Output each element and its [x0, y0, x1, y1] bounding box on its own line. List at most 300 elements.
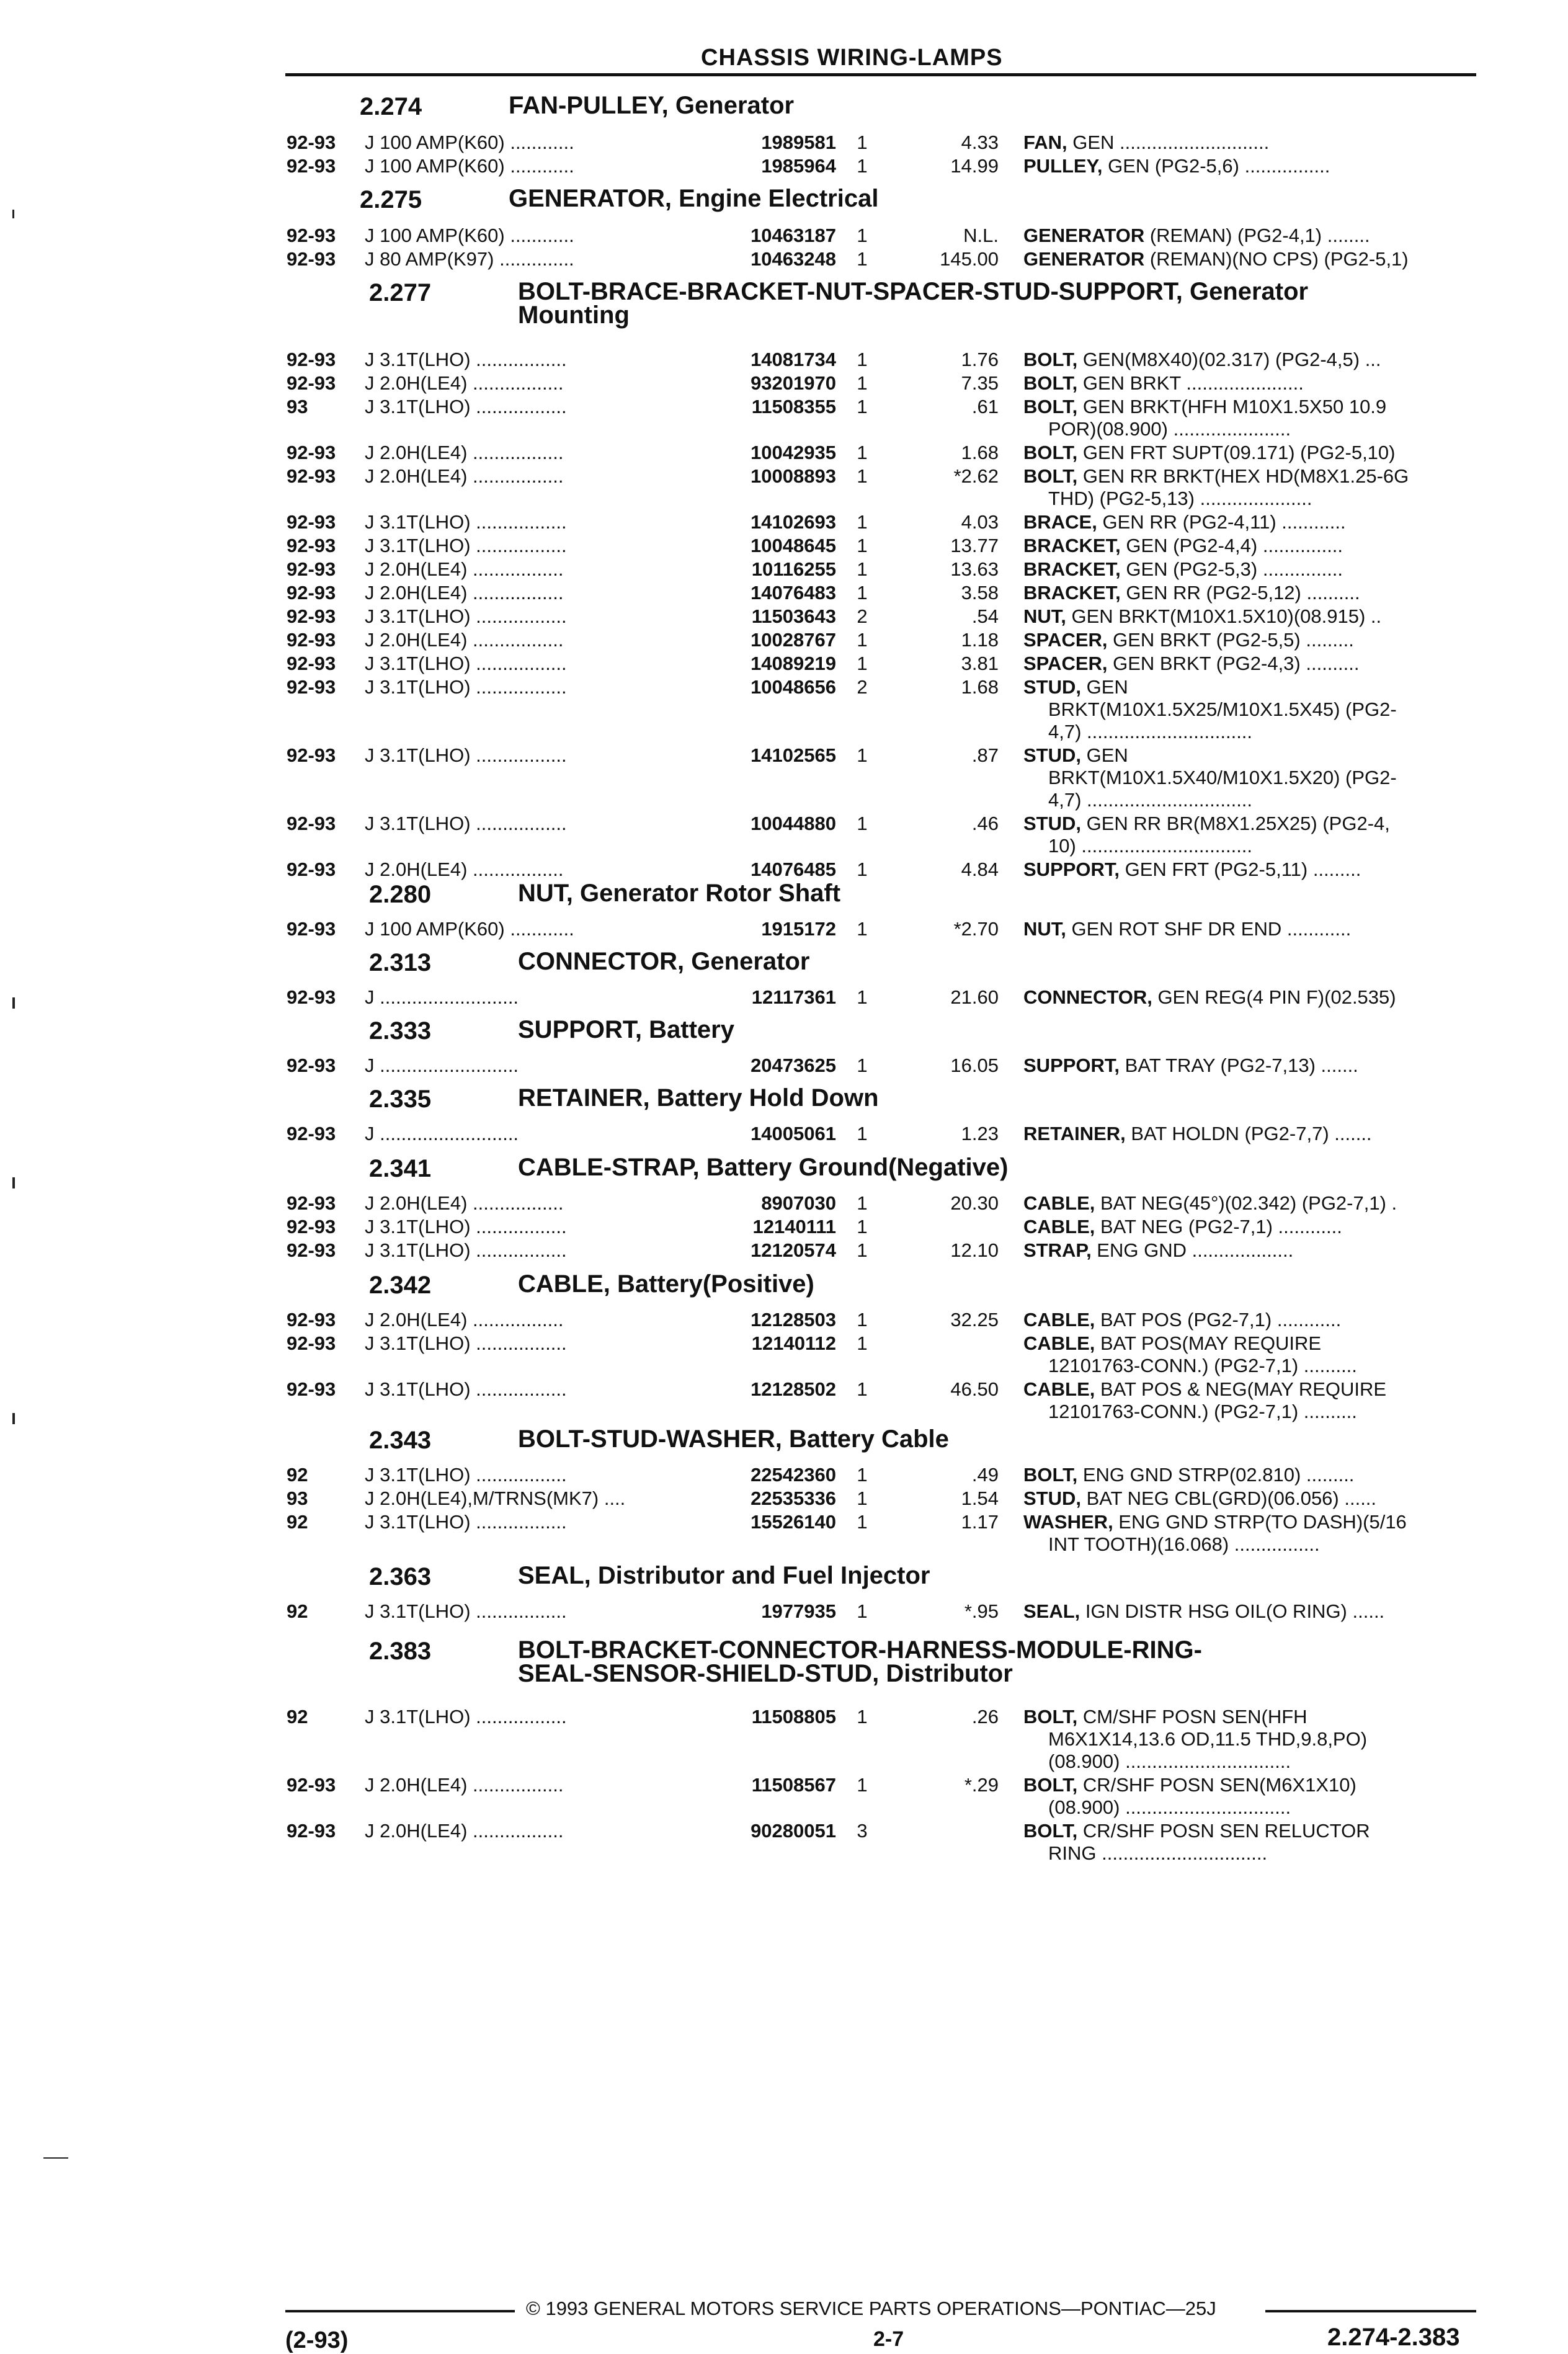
- description: [1023, 858, 1476, 881]
- part-number: 11508355: [751, 396, 836, 417]
- quantity: 1: [857, 813, 868, 834]
- section-number: 2.280: [369, 881, 432, 908]
- description-text: (REMAN)(NO CPS) (PG2-5,1): [1144, 248, 1409, 270]
- description-text: IGN DISTR HSG OIL(O RING) ......: [1080, 1600, 1385, 1622]
- description: [1023, 442, 1476, 464]
- description: [1023, 372, 1476, 395]
- description-text: GEN (PG2-5,6) ................: [1102, 155, 1330, 177]
- part-number: 12117361: [751, 986, 836, 1008]
- price: 20.30: [950, 1192, 999, 1214]
- quantity: 1: [857, 1309, 868, 1331]
- quantity: 1: [857, 511, 868, 533]
- quantity: 1: [857, 535, 868, 556]
- application: J 2.0H(LE4) .................: [365, 558, 564, 580]
- section-title: SEAL, Distributor and Fuel Injector: [518, 1562, 930, 1589]
- description: [1023, 1820, 1476, 1842]
- footer-revision: (2-93): [285, 2327, 349, 2353]
- model-year: 92-93: [287, 1820, 336, 1842]
- section-title: NUT, Generator Rotor Shaft: [518, 880, 841, 907]
- description: [1023, 1464, 1476, 1486]
- model-year: 92-93: [287, 858, 336, 880]
- quantity: 1: [857, 225, 868, 246]
- description-continued: INT TOOTH)(16.068) ................: [1048, 1533, 1320, 1555]
- model-year: 92-93: [287, 465, 336, 487]
- quantity: 1: [857, 349, 868, 370]
- description-noun: BOLT,: [1023, 396, 1078, 417]
- description-noun: FAN,: [1023, 132, 1067, 153]
- application: J 80 AMP(K97) ..............: [365, 248, 574, 270]
- application: J 3.1T(LHO) .................: [365, 653, 567, 674]
- description: [1023, 629, 1476, 651]
- description: [1023, 744, 1476, 767]
- application: J 2.0H(LE4),M/TRNS(MK7) ....: [365, 1487, 626, 1509]
- description: [1023, 1706, 1476, 1728]
- application: J 2.0H(LE4) .................: [365, 372, 564, 394]
- description-noun: SPACER,: [1023, 629, 1108, 651]
- description: [1023, 653, 1476, 675]
- description-noun: STUD,: [1023, 1487, 1081, 1509]
- description-continued: M6X1X14,13.6 OD,11.5 THD,9.8,PO): [1048, 1728, 1368, 1750]
- application: J 2.0H(LE4) .................: [365, 465, 564, 487]
- description-continued: 10) ................................: [1048, 835, 1253, 857]
- footer-section-range: 2.274-2.383: [1327, 2324, 1460, 2351]
- description: [1023, 986, 1476, 1009]
- section-title: CONNECTOR, Generator: [518, 948, 810, 975]
- part-number: 22535336: [751, 1487, 836, 1509]
- quantity: 1: [857, 372, 868, 394]
- model-year: 92-93: [287, 1309, 336, 1331]
- quantity: 1: [857, 465, 868, 487]
- model-year: 92: [287, 1464, 308, 1486]
- description-text: GEN(M8X40)(02.317) (PG2-4,5) ...: [1077, 349, 1381, 370]
- application: J 3.1T(LHO) .................: [365, 1239, 567, 1261]
- description: [1023, 1054, 1476, 1077]
- description-text: GEN BRKT (PG2-5,5) .........: [1107, 629, 1354, 651]
- application: J 100 AMP(K60) ............: [365, 155, 574, 177]
- description-text: CR/SHF POSN SEN RELUCTOR: [1077, 1820, 1370, 1842]
- description-noun: WASHER,: [1023, 1511, 1113, 1533]
- description-text: ENG GND STRP(02.810) .........: [1077, 1464, 1355, 1486]
- section-number: 2.275: [360, 186, 422, 213]
- application: J 100 AMP(K60) ............: [365, 132, 574, 153]
- price: N.L.: [963, 225, 999, 246]
- quantity: 1: [857, 396, 868, 417]
- description-noun: CABLE,: [1023, 1192, 1095, 1214]
- quantity: 1: [857, 1123, 868, 1144]
- description-text: GEN: [1081, 676, 1128, 698]
- quantity: 3: [857, 1820, 868, 1842]
- quantity: 1: [857, 1192, 868, 1214]
- section-title: BOLT-BRACE-BRACKET-NUT-SPACER-STUD-SUPPORT, Generator: [518, 278, 1309, 305]
- description-continued: 12101763-CONN.) (PG2-7,1) ..........: [1048, 1355, 1357, 1376]
- application: J 100 AMP(K60) ............: [365, 918, 574, 940]
- part-number: 12120574: [751, 1239, 836, 1261]
- quantity: 1: [857, 1332, 868, 1354]
- price: .87: [971, 744, 999, 766]
- part-number: 14102693: [751, 511, 836, 533]
- description-text: BAT HOLDN (PG2-7,7) .......: [1125, 1123, 1372, 1144]
- description-text: BAT POS & NEG(MAY REQUIRE: [1095, 1378, 1387, 1400]
- description-noun: BOLT,: [1023, 372, 1078, 394]
- part-number: 10008893: [751, 465, 836, 487]
- model-year: 92-93: [287, 676, 336, 698]
- part-number: 14076485: [751, 858, 836, 880]
- description-text: GEN (PG2-4,4) ...............: [1120, 535, 1343, 556]
- description-text: BAT POS(MAY REQUIRE: [1095, 1332, 1322, 1354]
- part-number: 12140112: [751, 1332, 836, 1354]
- description-continued: POR)(08.900) ......................: [1048, 418, 1291, 440]
- price: 13.77: [950, 535, 999, 556]
- price: 1.18: [961, 629, 999, 651]
- description-noun: CABLE,: [1023, 1378, 1095, 1400]
- description-noun: SPACER,: [1023, 653, 1108, 674]
- part-number: 14005061: [751, 1123, 836, 1144]
- description-text: ENG GND STRP(TO DASH)(5/16: [1113, 1511, 1407, 1533]
- quantity: 1: [857, 918, 868, 940]
- description-noun: BOLT,: [1023, 442, 1078, 463]
- section-number: 2.383: [369, 1638, 432, 1665]
- description: [1023, 248, 1476, 270]
- description-noun: BOLT,: [1023, 349, 1078, 370]
- application: J 3.1T(LHO) .................: [365, 349, 567, 370]
- price: .26: [971, 1706, 999, 1728]
- description-text: GEN BRKT(M10X1.5X10)(08.915) ..: [1066, 605, 1382, 627]
- description-noun: BOLT,: [1023, 1464, 1078, 1486]
- footer-copyright: © 1993 GENERAL MOTORS SERVICE PARTS OPERATIONS—PONTIAC—25J: [526, 2298, 1216, 2319]
- description-noun: BOLT,: [1023, 1820, 1078, 1842]
- section-number: 2.313: [369, 949, 432, 976]
- price: 3.58: [961, 582, 999, 604]
- part-number: 10042935: [751, 442, 836, 463]
- margin-mark: [12, 997, 15, 1009]
- model-year: 92-93: [287, 629, 336, 651]
- part-number: 11503643: [751, 605, 836, 627]
- section-number: 2.363: [369, 1563, 432, 1590]
- description-text: (REMAN) (PG2-4,1) ........: [1144, 225, 1370, 246]
- description: [1023, 1378, 1476, 1401]
- description: [1023, 676, 1476, 698]
- model-year: 92-93: [287, 442, 336, 463]
- description-noun: STRAP,: [1023, 1239, 1092, 1261]
- description-text: GEN: [1081, 744, 1128, 766]
- description: [1023, 558, 1476, 581]
- application: J 3.1T(LHO) .................: [365, 1332, 567, 1354]
- model-year: 92-93: [287, 582, 336, 604]
- price: 145.00: [940, 248, 999, 270]
- part-number: 20473625: [751, 1054, 836, 1076]
- footer-rule-right: [1265, 2310, 1476, 2312]
- description-noun: SUPPORT,: [1023, 1054, 1120, 1076]
- price: .49: [971, 1464, 999, 1486]
- price: 46.50: [950, 1378, 999, 1400]
- description-noun: STUD,: [1023, 676, 1081, 698]
- description: [1023, 1216, 1476, 1238]
- description-text: CM/SHF POSN SEN(HFH: [1077, 1706, 1307, 1728]
- description: [1023, 605, 1476, 628]
- description-noun: BRACKET,: [1023, 582, 1121, 604]
- price: 4.33: [961, 132, 999, 153]
- model-year: 92-93: [287, 1774, 336, 1796]
- application: J 3.1T(LHO) .................: [365, 1216, 567, 1237]
- application: J ..........................: [365, 1054, 519, 1076]
- part-number: 10048656: [751, 676, 836, 698]
- model-year: 92-93: [287, 1239, 336, 1261]
- quantity: 1: [857, 1774, 868, 1796]
- quantity: 1: [857, 582, 868, 604]
- section-title: BOLT-BRACKET-CONNECTOR-HARNESS-MODULE-RING-: [518, 1636, 1202, 1664]
- description-continued: 4,7) ...............................: [1048, 721, 1253, 742]
- section-title: RETAINER, Battery Hold Down: [518, 1084, 879, 1112]
- description: [1023, 132, 1476, 154]
- description-noun: GENERATOR: [1023, 248, 1145, 270]
- description: [1023, 535, 1476, 557]
- quantity: 1: [857, 629, 868, 651]
- description: [1023, 349, 1476, 371]
- model-year: 92-93: [287, 1332, 336, 1354]
- description-continued: (08.900) ...............................: [1048, 1796, 1291, 1818]
- section-title: FAN-PULLEY, Generator: [509, 92, 795, 119]
- description-noun: BOLT,: [1023, 1774, 1078, 1796]
- quantity: 1: [857, 1600, 868, 1622]
- description: [1023, 155, 1476, 177]
- application: J 3.1T(LHO) .................: [365, 511, 567, 533]
- model-year: 92-93: [287, 372, 336, 394]
- description-noun: CABLE,: [1023, 1332, 1095, 1354]
- part-number: 10116255: [751, 558, 836, 580]
- description-noun: NUT,: [1023, 605, 1066, 627]
- part-number: 93201970: [751, 372, 836, 394]
- model-year: 93: [287, 396, 308, 417]
- quantity: 1: [857, 1487, 868, 1509]
- quantity: 1: [857, 1706, 868, 1728]
- description: [1023, 582, 1476, 604]
- description-noun: BOLT,: [1023, 1706, 1078, 1728]
- model-year: 92-93: [287, 248, 336, 270]
- description-text: GEN RR BRKT(HEX HD(M8X1.25-6G: [1077, 465, 1409, 487]
- application: J 2.0H(LE4) .................: [365, 1309, 564, 1331]
- description-noun: BRACE,: [1023, 511, 1097, 533]
- model-year: 92-93: [287, 225, 336, 246]
- application: J 2.0H(LE4) .................: [365, 1192, 564, 1214]
- model-year: 92-93: [287, 558, 336, 580]
- quantity: 1: [857, 1216, 868, 1237]
- description: [1023, 396, 1476, 418]
- part-number: 1977935: [761, 1600, 836, 1622]
- description-text: BAT TRAY (PG2-7,13) .......: [1120, 1054, 1358, 1076]
- model-year: 92-93: [287, 1123, 336, 1144]
- price: .61: [971, 396, 999, 417]
- part-number: 14102565: [751, 744, 836, 766]
- model-year: 92-93: [287, 132, 336, 153]
- description-text: GEN FRT SUPT(09.171) (PG2-5,10): [1077, 442, 1396, 463]
- application: J 100 AMP(K60) ............: [365, 225, 574, 246]
- application: J 3.1T(LHO) .................: [365, 535, 567, 556]
- quantity: 1: [857, 1511, 868, 1533]
- model-year: 92-93: [287, 1192, 336, 1214]
- footer-page-number: 2-7: [873, 2327, 904, 2351]
- quantity: 2: [857, 605, 868, 627]
- description-text: GEN RR (PG2-5,12) ..........: [1120, 582, 1360, 604]
- model-year: 92-93: [287, 511, 336, 533]
- part-number: 1915172: [761, 918, 836, 940]
- quantity: 1: [857, 744, 868, 766]
- description-continued: 4,7) ...............................: [1048, 789, 1253, 811]
- model-year: 93: [287, 1487, 308, 1509]
- application: J ..........................: [365, 986, 519, 1008]
- description-noun: SEAL,: [1023, 1600, 1080, 1622]
- application: J 2.0H(LE4) .................: [365, 1820, 564, 1842]
- model-year: 92-93: [287, 918, 336, 940]
- section-number: 2.277: [369, 279, 432, 306]
- model-year: 92-93: [287, 1378, 336, 1400]
- description-noun: RETAINER,: [1023, 1123, 1126, 1144]
- description-noun: GENERATOR: [1023, 225, 1145, 246]
- description: [1023, 1192, 1476, 1215]
- description-noun: CABLE,: [1023, 1216, 1095, 1237]
- model-year: 92-93: [287, 1054, 336, 1076]
- model-year: 92-93: [287, 986, 336, 1008]
- description-noun: BOLT,: [1023, 465, 1078, 487]
- price: 4.84: [961, 858, 999, 880]
- part-number: 10028767: [751, 629, 836, 651]
- description-noun: BRACKET,: [1023, 558, 1121, 580]
- application: J 2.0H(LE4) .................: [365, 442, 564, 463]
- quantity: 1: [857, 858, 868, 880]
- price: 1.54: [961, 1487, 999, 1509]
- description-noun: STUD,: [1023, 813, 1081, 834]
- section-title: SUPPORT, Battery: [518, 1016, 734, 1043]
- description: [1023, 1309, 1476, 1331]
- section-title: GENERATOR, Engine Electrical: [509, 185, 879, 212]
- part-number: 14089219: [751, 653, 836, 674]
- model-year: 92-93: [287, 653, 336, 674]
- model-year: 92: [287, 1706, 308, 1728]
- footer-rule-left: [285, 2310, 515, 2312]
- description-text: ENG GND ...................: [1091, 1239, 1294, 1261]
- application: J 3.1T(LHO) .................: [365, 1706, 567, 1728]
- description-noun: PULLEY,: [1023, 155, 1103, 177]
- description-text: GEN BRKT ......................: [1077, 372, 1304, 394]
- section-number: 2.274: [360, 93, 422, 120]
- quantity: 1: [857, 653, 868, 674]
- model-year: 92-93: [287, 1216, 336, 1237]
- description-noun: CABLE,: [1023, 1309, 1095, 1331]
- part-number: 12140111: [752, 1216, 836, 1237]
- description-text: GEN FRT (PG2-5,11) .........: [1120, 858, 1361, 880]
- part-number: 10463248: [751, 248, 836, 270]
- model-year: 92-93: [287, 349, 336, 370]
- price: 1.23: [961, 1123, 999, 1144]
- price: 21.60: [950, 986, 999, 1008]
- price: *2.70: [953, 918, 999, 940]
- application: J 3.1T(LHO) .................: [365, 813, 567, 834]
- description-continued: BRKT(M10X1.5X40/M10X1.5X20) (PG2-: [1048, 767, 1397, 788]
- part-number: 12128502: [751, 1378, 836, 1400]
- page-title: CHASSIS WIRING-LAMPS: [701, 45, 1003, 71]
- section-title: BOLT-STUD-WASHER, Battery Cable: [518, 1425, 949, 1453]
- description: [1023, 1487, 1476, 1510]
- quantity: 1: [857, 132, 868, 153]
- price: 16.05: [950, 1054, 999, 1076]
- application: J 2.0H(LE4) .................: [365, 1774, 564, 1796]
- part-number: 10463187: [751, 225, 836, 246]
- price: .46: [971, 813, 999, 834]
- quantity: 1: [857, 155, 868, 177]
- quantity: 1: [857, 1054, 868, 1076]
- description-continued: RING ...............................: [1048, 1842, 1268, 1864]
- description-noun: STUD,: [1023, 744, 1081, 766]
- part-number: 22542360: [751, 1464, 836, 1486]
- price: 13.63: [950, 558, 999, 580]
- application: J 2.0H(LE4) .................: [365, 629, 564, 651]
- description-text: GEN ............................: [1067, 132, 1270, 153]
- description: [1023, 1332, 1476, 1355]
- description-noun: BRACKET,: [1023, 535, 1121, 556]
- section-number: 2.341: [369, 1155, 432, 1182]
- application: J 3.1T(LHO) .................: [365, 1600, 567, 1622]
- price: 14.99: [950, 155, 999, 177]
- application: J 3.1T(LHO) .................: [365, 744, 567, 766]
- description: [1023, 1600, 1476, 1623]
- model-year: 92-93: [287, 535, 336, 556]
- price: 1.76: [961, 349, 999, 370]
- application: J 3.1T(LHO) .................: [365, 1378, 567, 1400]
- description: [1023, 813, 1476, 835]
- description-noun: NUT,: [1023, 918, 1066, 940]
- model-year: 92: [287, 1600, 308, 1622]
- part-number: 90280051: [751, 1820, 836, 1842]
- description-noun: CONNECTOR,: [1023, 986, 1152, 1008]
- application: J 2.0H(LE4) .................: [365, 582, 564, 604]
- description-text: GEN BRKT(HFH M10X1.5X50 10.9: [1077, 396, 1387, 417]
- quantity: 1: [857, 442, 868, 463]
- quantity: 1: [857, 1378, 868, 1400]
- margin-mark: [12, 1413, 15, 1424]
- price: 32.25: [950, 1309, 999, 1331]
- part-number: 15526140: [751, 1511, 836, 1533]
- section-title: CABLE, Battery(Positive): [518, 1270, 814, 1298]
- description: [1023, 465, 1476, 488]
- section-number: 2.342: [369, 1272, 432, 1299]
- model-year: 92-93: [287, 605, 336, 627]
- part-number: 12128503: [751, 1309, 836, 1331]
- description-text: GEN REG(4 PIN F)(02.535): [1152, 986, 1396, 1008]
- price: 3.81: [961, 653, 999, 674]
- application: J 3.1T(LHO) .................: [365, 396, 567, 417]
- description-text: GEN RR (PG2-4,11) ............: [1097, 511, 1346, 533]
- description-continued: THD) (PG2-5,13) .....................: [1048, 488, 1312, 509]
- description-noun: SUPPORT,: [1023, 858, 1120, 880]
- section-number: 2.335: [369, 1086, 432, 1113]
- quantity: 1: [857, 1239, 868, 1261]
- quantity: 1: [857, 248, 868, 270]
- application: J 3.1T(LHO) .................: [365, 676, 567, 698]
- price: .54: [971, 605, 999, 627]
- part-number: 11508805: [751, 1706, 836, 1728]
- part-number: 14081734: [751, 349, 836, 370]
- description-text: GEN ROT SHF DR END ............: [1066, 918, 1352, 940]
- application: J 3.1T(LHO) .................: [365, 605, 567, 627]
- description-text: BAT POS (PG2-7,1) ............: [1095, 1309, 1342, 1331]
- model-year: 92-93: [287, 155, 336, 177]
- price: 1.68: [961, 442, 999, 463]
- part-number: 1985964: [761, 155, 836, 177]
- description: [1023, 1239, 1476, 1262]
- application: J ..........................: [365, 1123, 519, 1144]
- description: [1023, 225, 1476, 247]
- section-title-continued: Mounting: [518, 301, 630, 329]
- model-year: 92-93: [287, 744, 336, 766]
